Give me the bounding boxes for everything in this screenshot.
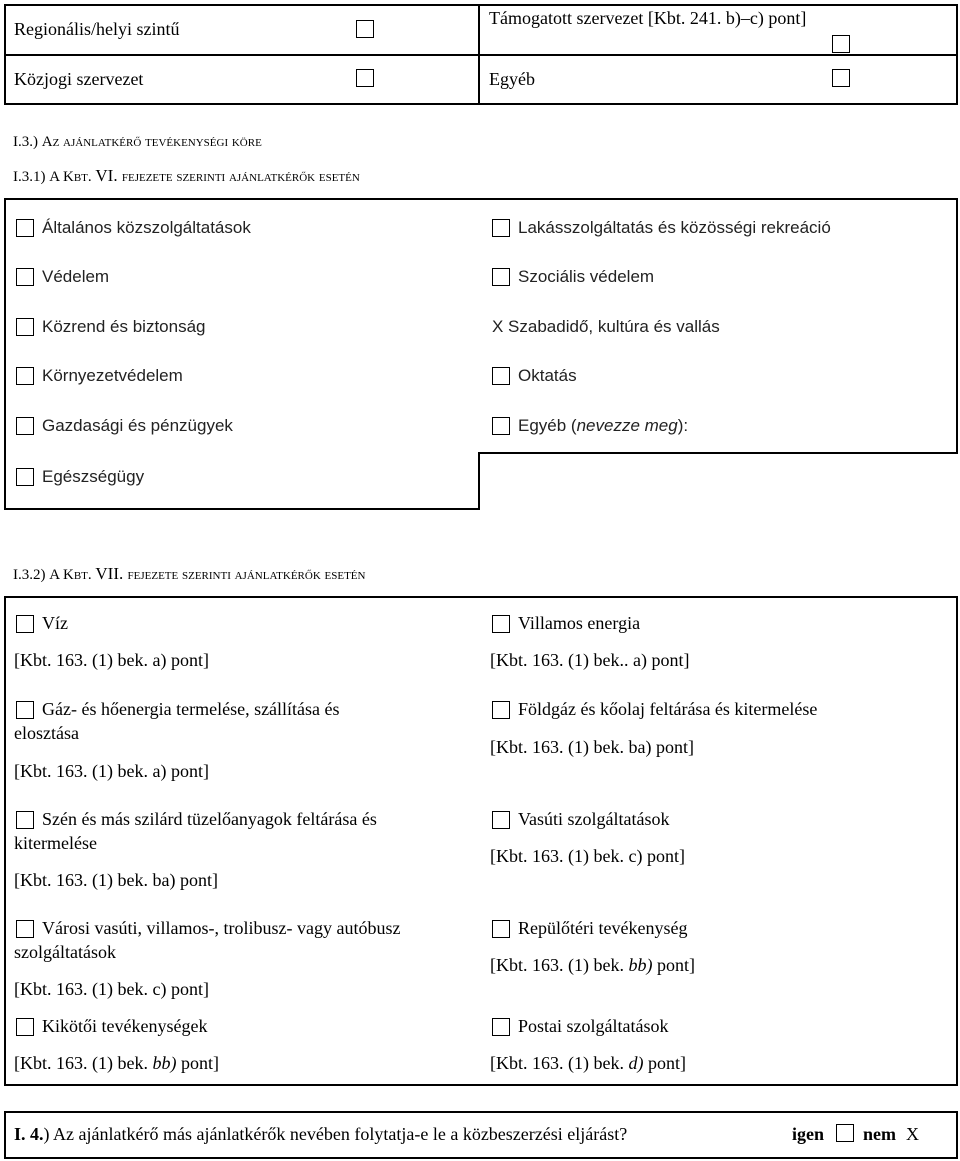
vii-airport-ref: [Kbt. 163. (1) bek. bb) pont] xyxy=(490,955,695,975)
yes-label: igen xyxy=(792,1124,825,1144)
vii-box-right xyxy=(956,596,958,1086)
table-border-left xyxy=(4,4,6,105)
vii-option-urban-transport[interactable]: Városi vasúti, villamos-, trolibusz- vagy autóbusz xyxy=(16,918,400,939)
other-org-checkbox[interactable] xyxy=(832,69,850,87)
vii-coal-ref: [Kbt. 163. (1) bek. ba) pont] xyxy=(14,870,218,890)
vii-electricity-ref: [Kbt. 163. (1) bek.. a) pont] xyxy=(490,650,690,670)
vii-box-bottom xyxy=(4,1084,958,1086)
public-law-org-label: Közjogi szervezet xyxy=(14,69,144,89)
i4-box-top xyxy=(4,1111,958,1113)
vii-box-top xyxy=(4,596,958,598)
vii-port-ref: [Kbt. 163. (1) bek. bb) pont] xyxy=(14,1053,219,1073)
vi-option-other[interactable] xyxy=(492,416,688,436)
vii-option-coal[interactable]: Szén és más szilárd tüzelőanyagok feltárása és xyxy=(16,809,377,830)
checkbox[interactable] xyxy=(16,1018,34,1036)
checkbox[interactable] xyxy=(16,219,34,237)
checkbox[interactable] xyxy=(16,920,34,938)
checkbox[interactable] xyxy=(16,318,34,336)
vii-option-electricity[interactable]: Villamos energia xyxy=(492,613,640,634)
supported-org-checkbox[interactable] xyxy=(832,35,850,53)
checkbox[interactable] xyxy=(16,468,34,486)
yes-checkbox[interactable] xyxy=(836,1124,854,1142)
vi-box-right xyxy=(956,198,958,454)
vii-option-gas-oil[interactable]: Földgáz és kőolaj feltárása és kitermelése xyxy=(492,699,817,720)
checkbox[interactable] xyxy=(16,367,34,385)
table-border-right xyxy=(956,4,958,105)
checkbox[interactable] xyxy=(492,615,510,633)
checkbox[interactable] xyxy=(492,920,510,938)
section-i31-heading: I.3.1) A Kbt. VI. fejezete szerinti ajánlatkérők esetén xyxy=(13,166,360,185)
i4-box-bottom xyxy=(4,1157,958,1159)
vii-urban-transport-line2: szolgáltatások xyxy=(14,942,116,962)
public-law-org-checkbox[interactable] xyxy=(356,69,374,87)
vii-option-postal[interactable]: Postai szolgáltatások xyxy=(492,1016,668,1037)
i4-box-left xyxy=(4,1111,6,1159)
vi-box-step-vertical xyxy=(478,452,480,510)
checkbox[interactable] xyxy=(492,1018,510,1036)
table-col-divider xyxy=(478,4,480,105)
checkbox[interactable] xyxy=(16,701,34,719)
regional-local-checkbox[interactable] xyxy=(356,20,374,38)
vii-gas-heat-ref: [Kbt. 163. (1) bek. a) pont] xyxy=(14,761,209,781)
other-org-label: Egyéb xyxy=(489,69,535,89)
table-border-top xyxy=(4,4,958,6)
vii-gas-heat-line2: elosztása xyxy=(14,723,79,743)
vi-option-health[interactable]: Egészségügy xyxy=(16,467,144,487)
vi-option-public-order[interactable]: Közrend és biztonság xyxy=(16,317,206,337)
table-row-divider xyxy=(4,54,958,56)
checkbox[interactable] xyxy=(492,811,510,829)
vii-option-airport[interactable]: Repülőtéri tevékenység xyxy=(492,918,687,939)
vi-option-social-protection[interactable]: Szociális védelem xyxy=(492,267,654,287)
section-i3-heading: I.3.) Az ajánlatkérő tevékenységi köre xyxy=(13,134,262,150)
vii-water-ref: [Kbt. 163. (1) bek. a) pont] xyxy=(14,650,209,670)
vii-box-left xyxy=(4,596,6,1086)
no-selected-mark[interactable]: X xyxy=(906,1124,919,1144)
checkbox[interactable] xyxy=(492,701,510,719)
vi-box-left xyxy=(4,198,6,510)
i4-box-right xyxy=(956,1111,958,1159)
vi-option-environment[interactable]: Környezetvédelem xyxy=(16,366,183,386)
vi-option-general-public-services[interactable]: Általános közszolgáltatások xyxy=(16,218,251,238)
no-label: nem xyxy=(863,1124,896,1144)
regional-local-label: Regionális/helyi szintű xyxy=(14,19,180,39)
vii-option-gas-heat[interactable]: Gáz- és hőenergia termelése, szállítása és xyxy=(16,699,340,720)
i4-question: I. 4.) Az ajánlatkérő más ajánlatkérők nevében folytatja-e le a közbeszerzési eljárást? xyxy=(14,1124,628,1144)
vii-urban-transport-ref: [Kbt. 163. (1) bek. c) pont] xyxy=(14,979,209,999)
vi-option-economic-financial[interactable]: Gazdasági és pénzügyek xyxy=(16,416,233,436)
vi-box-bottom xyxy=(4,508,480,510)
vi-option-defence[interactable]: Védelem xyxy=(16,267,109,287)
vi-option-housing[interactable]: Lakásszolgáltatás és közösségi rekreáció xyxy=(492,218,831,238)
checkbox[interactable] xyxy=(16,811,34,829)
vii-option-water[interactable]: Víz xyxy=(16,613,68,634)
checkbox[interactable] xyxy=(16,268,34,286)
checkbox[interactable] xyxy=(16,417,34,435)
checkbox[interactable] xyxy=(492,219,510,237)
vi-option-other-label: Egyéb (nevezze meg): xyxy=(518,416,689,435)
vii-option-railway[interactable]: Vasúti szolgáltatások xyxy=(492,809,669,830)
vi-option-education[interactable]: Oktatás xyxy=(492,366,577,386)
vi-option-recreation-culture-selected[interactable]: X Szabadidő, kultúra és vallás xyxy=(492,317,720,336)
checkbox[interactable] xyxy=(492,367,510,385)
section-i32-heading: I.3.2) A Kbt. VII. fejezete szerinti ajánlatkérők esetén xyxy=(13,564,366,583)
vi-box-top xyxy=(4,198,958,200)
vi-box-step xyxy=(478,452,958,454)
checkbox[interactable] xyxy=(492,417,510,435)
table-border-bottom xyxy=(4,103,958,105)
vii-option-port[interactable]: Kikötői tevékenységek xyxy=(16,1016,207,1037)
vii-coal-line2: kitermelése xyxy=(14,833,97,853)
vii-gas-oil-ref: [Kbt. 163. (1) bek. ba) pont] xyxy=(490,737,694,757)
supported-org-label: Támogatott szervezet [Kbt. 241. b)–c) pont] xyxy=(489,8,807,28)
checkbox[interactable] xyxy=(492,268,510,286)
vii-railway-ref: [Kbt. 163. (1) bek. c) pont] xyxy=(490,846,685,866)
checkbox[interactable] xyxy=(16,615,34,633)
vii-postal-ref: [Kbt. 163. (1) bek. d) pont] xyxy=(490,1053,686,1073)
